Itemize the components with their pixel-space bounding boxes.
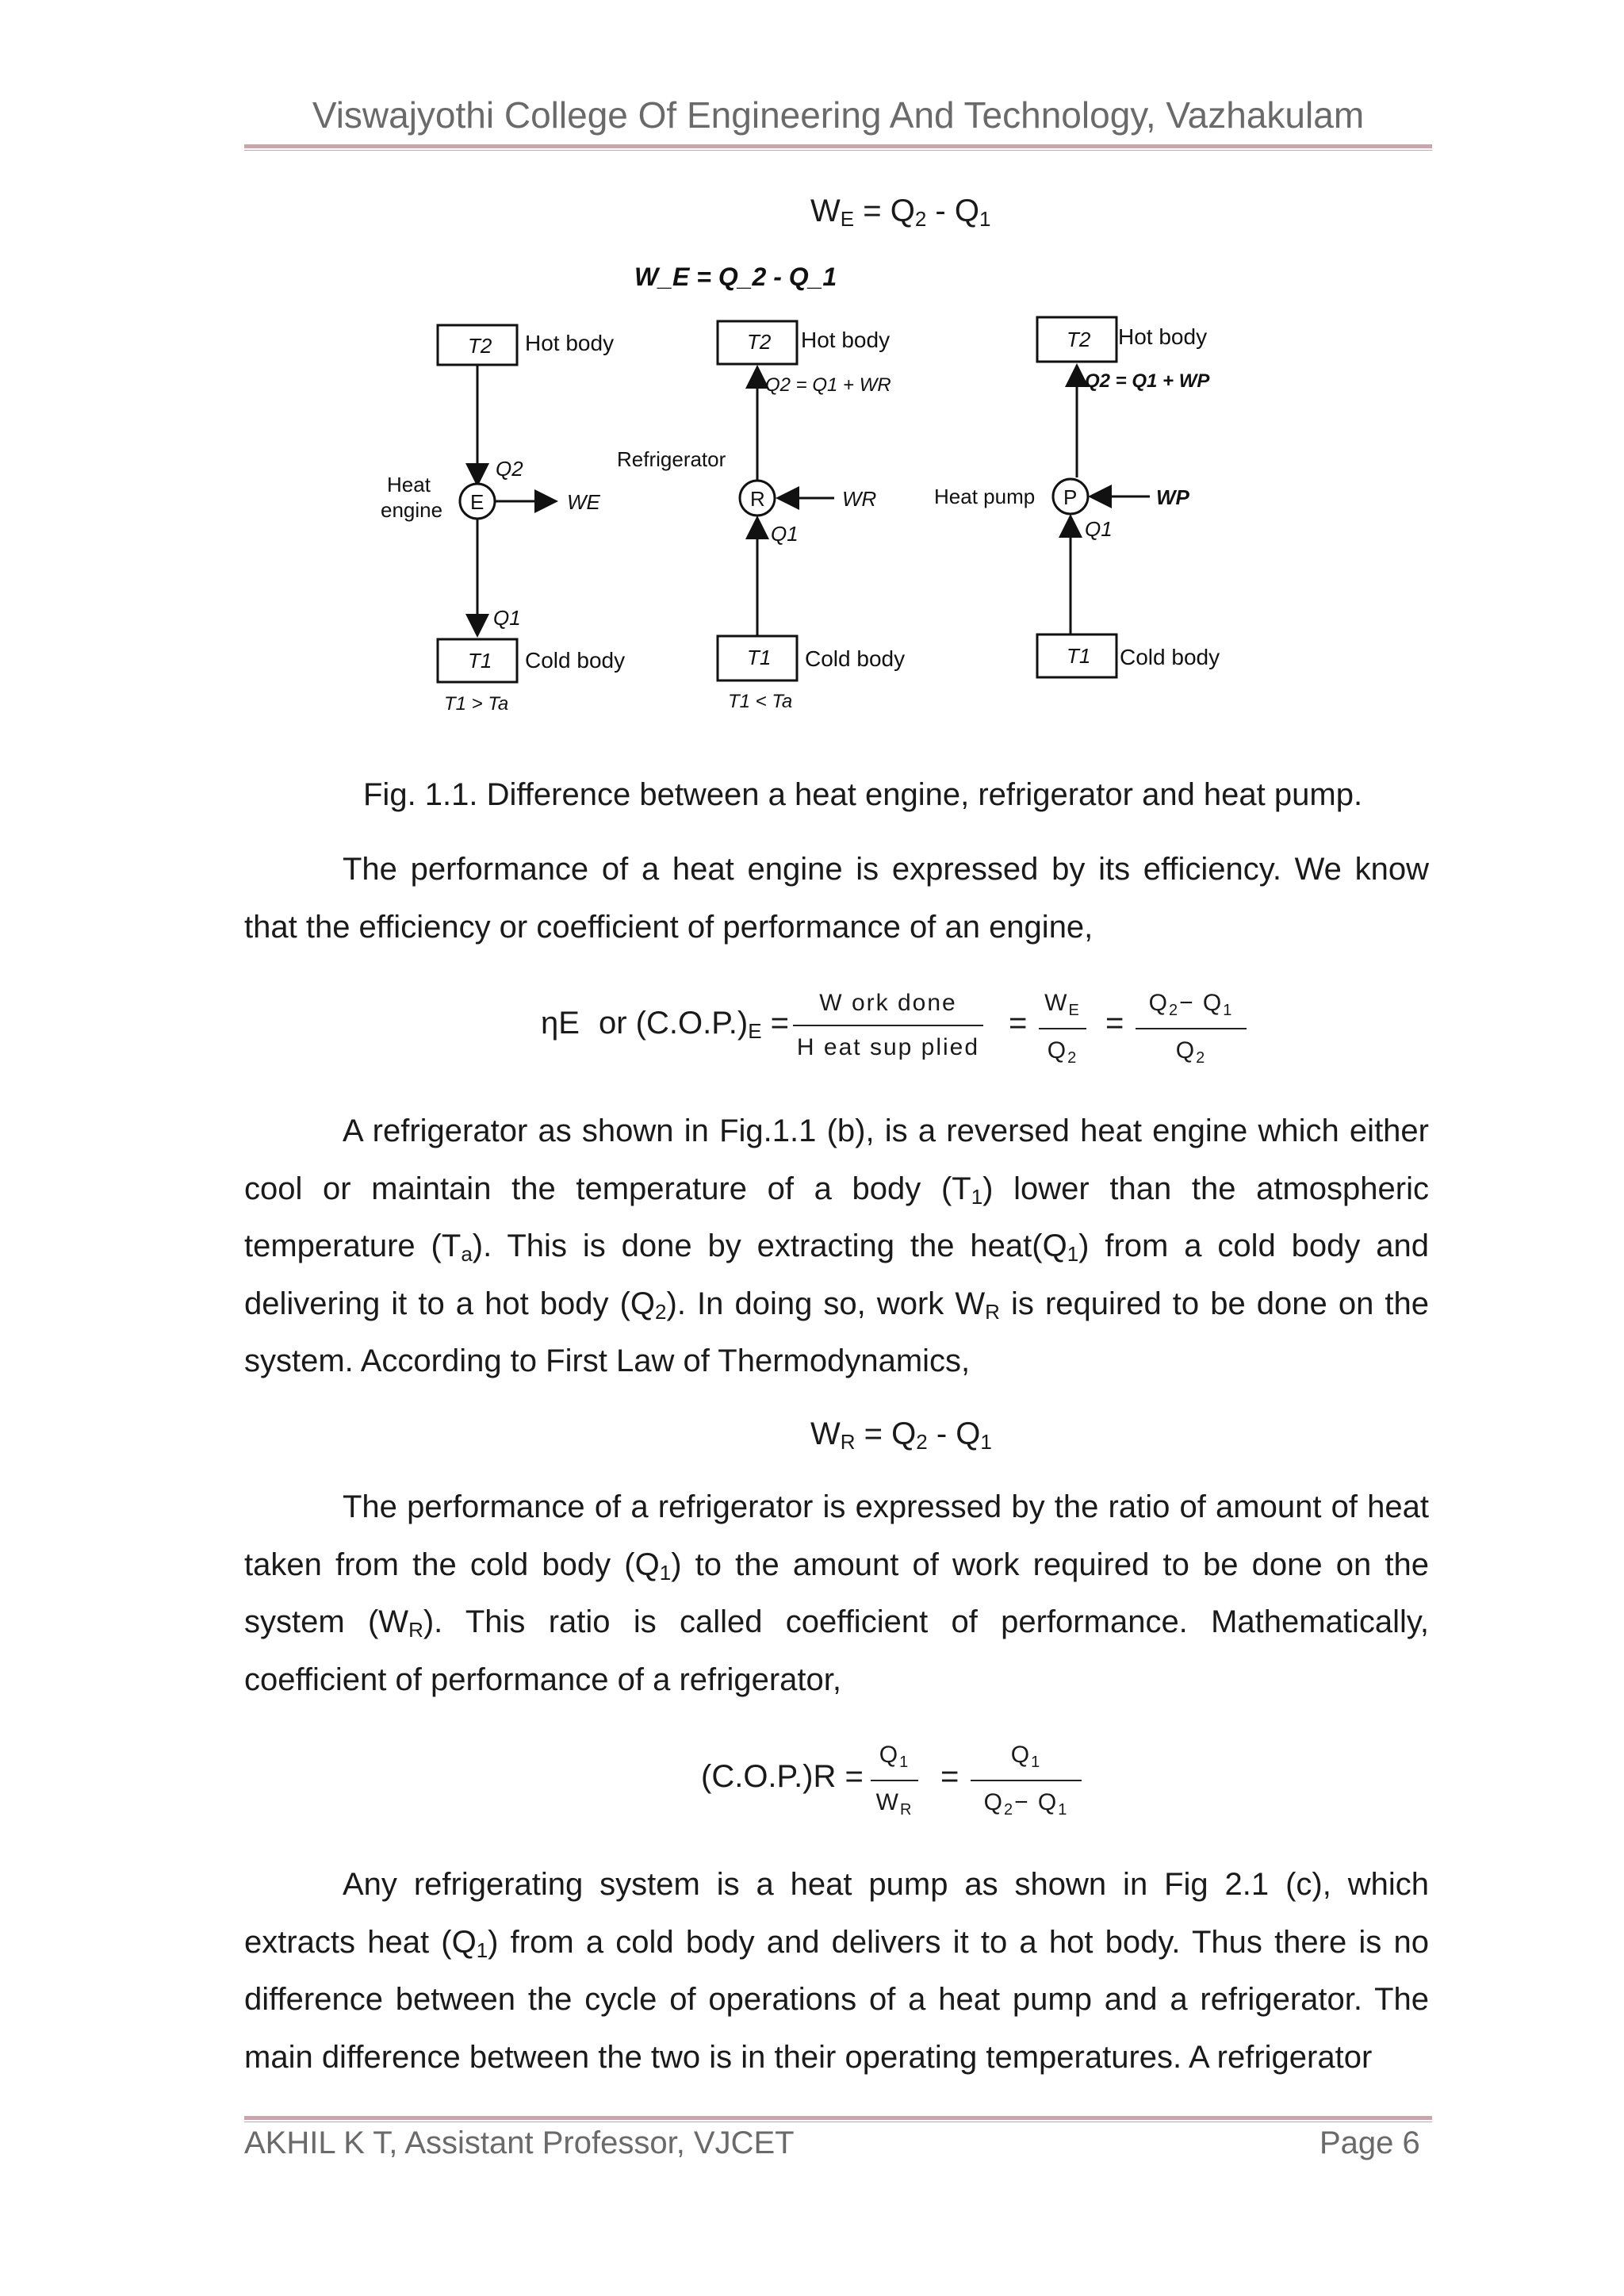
fraction-q1-wr: [871, 1742, 918, 1819]
hot-label: T2: [747, 330, 772, 354]
frac-text: Q: [879, 1742, 900, 1768]
paragraph-heat-pump: [244, 1856, 1429, 2086]
q-top: Q2: [496, 457, 523, 481]
para-text: is required to be done on the system. According to First Law of Thermodynamics,: [244, 1286, 1430, 1378]
device-letter: R: [750, 487, 765, 511]
q-top: Q2 = Q1 + WR: [765, 374, 891, 396]
para-text: Any refrigerating system is a heat pump as shown in Fig 2.1 (c), which extracts heat (Q: [244, 1867, 1429, 1960]
frac-sub: 2: [1067, 1049, 1078, 1067]
frac-sub: 2: [1003, 1801, 1015, 1819]
condition-label: T1 < Ta: [728, 691, 793, 712]
figure-caption: Fig. 1.1. Difference between a heat engine, refrigerator and heat pump.: [363, 777, 1363, 812]
cold-label: T1: [468, 649, 492, 673]
header-rule: [244, 144, 1432, 148]
figure-title: W_E = Q_2 - Q_1: [634, 263, 837, 291]
cold-label: T1: [747, 646, 772, 669]
eq-text: = Q: [864, 1416, 917, 1451]
condition-label: T1 > Ta: [444, 693, 509, 715]
para-sub: 2: [655, 1299, 667, 1324]
numerator: [971, 1742, 1082, 1781]
para-sub: 1: [971, 1184, 983, 1209]
frac-sub: 1: [1031, 1754, 1042, 1771]
page-number: Page 6: [1320, 2125, 1420, 2160]
footer-author: AKHIL K T, Assistant Professor, VJCET: [244, 2125, 795, 2160]
eq-sub: 2: [916, 1430, 928, 1454]
q-bottom: Q1: [1085, 517, 1113, 541]
top-equation: [810, 194, 990, 232]
frac-text: Q: [1175, 1037, 1197, 1064]
eq-sub: E: [840, 207, 855, 231]
para-text: ) from a cold body and delivering it to a hot body (Q: [244, 1228, 1430, 1321]
eq-sub: 1: [979, 207, 991, 231]
page-header: Viswajyothi College Of Engineering And Technology, Vazhakulam: [312, 94, 1365, 136]
eq-sub: 2: [914, 207, 927, 231]
numerator: W ork done: [793, 990, 983, 1026]
frac-text: Q: [1047, 1037, 1068, 1064]
equals: =: [1009, 1006, 1028, 1041]
q-top: Q2 = Q1 + WP: [1085, 370, 1210, 392]
equals: =: [940, 1759, 959, 1794]
equals: =: [1105, 1006, 1124, 1041]
q-bottom: Q1: [493, 606, 521, 630]
work-label: WP: [1156, 485, 1189, 509]
frac-text: Q: [1148, 990, 1169, 1016]
frac-text: − Q: [1014, 1789, 1059, 1815]
frac-text: Q: [1010, 1742, 1032, 1768]
frac-text: − Q: [1179, 990, 1224, 1016]
eq-text: W: [810, 194, 841, 228]
device-name: Heat: [387, 473, 431, 496]
frac-sub: 2: [1168, 1002, 1180, 1019]
para-text: ) to the amount of work required to be done on the system (W: [244, 1547, 1429, 1639]
fraction-work-heat: [793, 990, 983, 1061]
header-rule-thin: [244, 150, 1432, 151]
para-text: ) from a cold body and delivers it to a hot body. Thus there is no difference between the cycle of operations of a heat pump and a refrigerator. The main difference between the two is in their operating temperatures. A refrigerator: [244, 1924, 1429, 2075]
heat-engine-figure: [365, 262, 1253, 746]
para-text: The performance of a refrigerator is expressed by the ratio of amount of heat taken from the cold body (Q: [244, 1489, 1429, 1582]
eta-symbol: ηE: [541, 1006, 580, 1041]
hot-text: Hot body: [525, 331, 615, 355]
numerator: [1136, 990, 1247, 1029]
para-text: The performance of a heat engine is expressed by its efficiency. We know: [343, 852, 1429, 887]
cold-text: Cold body: [1120, 645, 1220, 669]
hot-label: T2: [1067, 328, 1091, 351]
refrigerator-work-equation: [810, 1416, 992, 1455]
footer-rule: [244, 2116, 1432, 2120]
para-text: ). In doing so, work W: [666, 1286, 986, 1321]
fraction-q1-q2q1: [971, 1742, 1082, 1819]
eq-sub: R: [840, 1430, 856, 1454]
eq-text: W: [810, 1416, 841, 1451]
denominator: [971, 1781, 1082, 1819]
para-sub: 1: [476, 1938, 488, 1962]
cold-label: T1: [1067, 644, 1091, 668]
device-letter: E: [470, 490, 485, 514]
device-name: engine: [381, 498, 443, 522]
eq-text: - Q: [926, 194, 979, 228]
device-name: Refrigerator: [617, 447, 726, 471]
work-label: WE: [567, 490, 600, 514]
para-text: A refrigerator as shown in Fig.1.1 (b), is a reversed heat engine which either cool or maintain the temperature of a body (T: [244, 1114, 1429, 1206]
hot-label: T2: [468, 334, 492, 358]
numerator: [871, 1742, 918, 1781]
hot-text: Hot body: [1118, 324, 1208, 349]
frac-sub: 1: [899, 1754, 910, 1771]
para-text: ). This ratio is called coefficient of performance. Mathematically, coefficient of performance of a refrigerator,: [244, 1604, 1429, 1697]
paragraph-efficiency: [244, 841, 1429, 956]
fraction-q2q1-q2: [1136, 990, 1247, 1068]
frac-sub: 1: [1223, 1002, 1234, 1019]
refrigerator-diagram: [617, 321, 905, 712]
para-text: ). This is done by extracting the heat(Q: [472, 1228, 1067, 1263]
para-text: ) lower than the atmospheric temperature (T: [244, 1171, 1429, 1263]
frac-sub: R: [899, 1801, 914, 1819]
frac-sub: E: [1068, 1002, 1081, 1019]
denominator: [1039, 1029, 1086, 1068]
eq-text: - Q: [927, 1416, 981, 1451]
cop-r-lhs: (C.O.P.)R =: [701, 1759, 864, 1794]
para-sub: a: [461, 1242, 473, 1266]
para-sub: R: [985, 1299, 1000, 1324]
para-text: that the efficiency or coefficient of performance of an engine,: [244, 909, 1094, 945]
frac-text: W: [1044, 990, 1069, 1016]
eq-sub: 1: [980, 1430, 992, 1454]
para-sub: 1: [659, 1560, 672, 1585]
hot-text: Hot body: [801, 328, 891, 352]
work-label: WR: [842, 487, 877, 511]
fraction-we-q2: [1039, 990, 1086, 1068]
cold-text: Cold body: [525, 648, 626, 673]
numerator: [1039, 990, 1086, 1029]
denominator: H eat sup plied: [796, 1034, 980, 1060]
heat-pump-diagram: [934, 317, 1220, 677]
para-sub: R: [408, 1618, 423, 1642]
eq-sub: E: [748, 1019, 762, 1043]
device-name: Heat pump: [934, 485, 1036, 508]
heat-engine-diagram: [381, 325, 625, 715]
frac-text: Q: [983, 1789, 1004, 1815]
paragraph-refrigerator: [244, 1102, 1429, 1390]
frac-sub: 1: [1058, 1801, 1069, 1819]
denominator: [871, 1781, 918, 1819]
q-bottom: Q1: [771, 522, 799, 546]
eq-text: or (C.O.P.): [599, 1006, 749, 1041]
frac-sub: 2: [1196, 1049, 1207, 1067]
paragraph-cop-refrigerator: [244, 1478, 1429, 1708]
eq-text: = Q: [863, 194, 915, 228]
eq-text: =: [770, 1006, 790, 1041]
device-letter: P: [1063, 485, 1078, 509]
denominator: [1136, 1029, 1247, 1068]
cop-lhs: [599, 1006, 789, 1044]
para-sub: 1: [1067, 1242, 1079, 1266]
cold-text: Cold body: [805, 646, 906, 671]
frac-text: W: [875, 1789, 900, 1815]
